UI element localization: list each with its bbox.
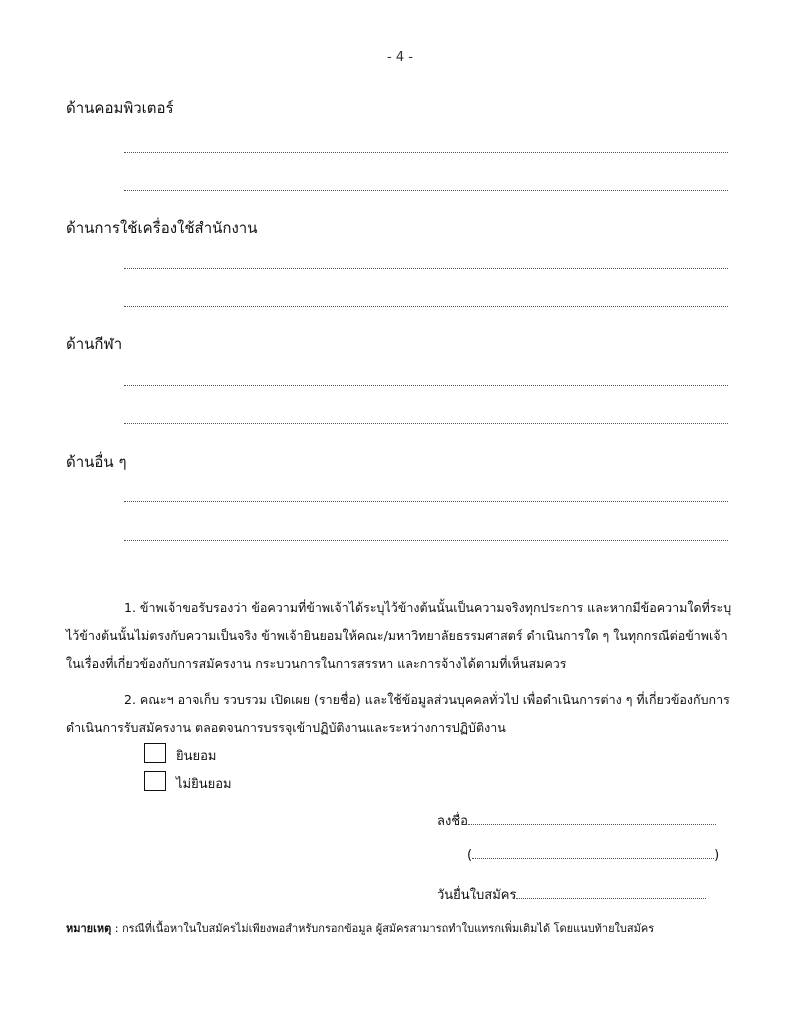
declaration-item-2: 2. คณะฯ อาจเก็บ รวบรวม เปิดเผย (รายชื่อ) และใช้ข้อมูลส่วนบุคคลทั่วไป เพื่อดำเนินการต่าง ๆ ที่เกี่ยวข้องกับการดำเนินการรับสมัครงาน ตลอดจนการบรรจุเข้าปฏิบัติงานและระหว่างการปฏิบัติงาน — [66, 692, 730, 735]
answer-line[interactable] — [124, 152, 728, 153]
consent-agree-checkbox[interactable] — [144, 743, 166, 763]
printed-name-field[interactable] — [472, 848, 714, 859]
signature-row — [437, 810, 716, 831]
note-text: : กรณีที่เนื้อหาในใบสมัครไม่เพียงพอสำหรับกรอกข้อมูล ผู้สมัครสามารถทำใบแทรกเพิ่มเติมได้ โดยแนบท้ายใบสมัคร — [111, 922, 655, 935]
signature-label: ลงชื่อ — [437, 814, 468, 829]
answer-line[interactable] — [124, 501, 728, 502]
consent-disagree-checkbox[interactable] — [144, 771, 166, 791]
answer-line[interactable] — [124, 190, 728, 191]
section-title-office-equipment: ด้านการใช้เครื่องใช้สำนักงาน — [66, 219, 258, 237]
answer-line[interactable] — [124, 385, 728, 386]
section-title-computer: ด้านคอมพิวเตอร์ — [66, 99, 174, 117]
note-label: หมายเหตุ — [66, 922, 112, 935]
application-date-row — [437, 884, 706, 905]
open-paren: ( — [467, 848, 473, 863]
answer-line[interactable] — [124, 268, 728, 269]
application-date-field[interactable] — [516, 888, 706, 899]
answer-line[interactable] — [124, 540, 728, 541]
answer-line[interactable] — [124, 306, 728, 307]
page-number: - 4 - — [387, 50, 413, 65]
section-title-other: ด้านอื่น ๆ — [66, 453, 127, 471]
consent-agree-label: ยินยอม — [176, 749, 217, 764]
application-date-label: วันยื่นใบสมัคร — [437, 888, 517, 903]
printed-name-row — [467, 848, 719, 863]
signature-field[interactable] — [468, 814, 716, 825]
footnote — [66, 919, 654, 937]
close-paren: ) — [714, 848, 720, 863]
answer-line[interactable] — [124, 423, 728, 424]
consent-disagree-label: ไม่ยินยอม — [176, 777, 232, 792]
declaration-item-1: 1. ข้าพเจ้าขอรับรองว่า ข้อความที่ข้าพเจ้าได้ระบุไว้ข้างต้นนั้นเป็นความจริงทุกประการ และหากมีข้อความใดที่ระบุไว้ข้างต้นนั้นไม่ตรงกับความเป็นจริง ข้าพเจ้ายินยอมให้คณะ/มหาวิทยาลัยธรรมศาสตร์ ดำเนินการใด ๆ ในทุกกรณีต่อข้าพเจ้าในเรื่องที่เกี่ยวข้องกับการสมัครงาน กระบวนการในการสรรหา และการจ้างได้ตามที่เห็นสมควร — [66, 600, 732, 671]
section-title-sports: ด้านกีฬา — [66, 335, 123, 353]
